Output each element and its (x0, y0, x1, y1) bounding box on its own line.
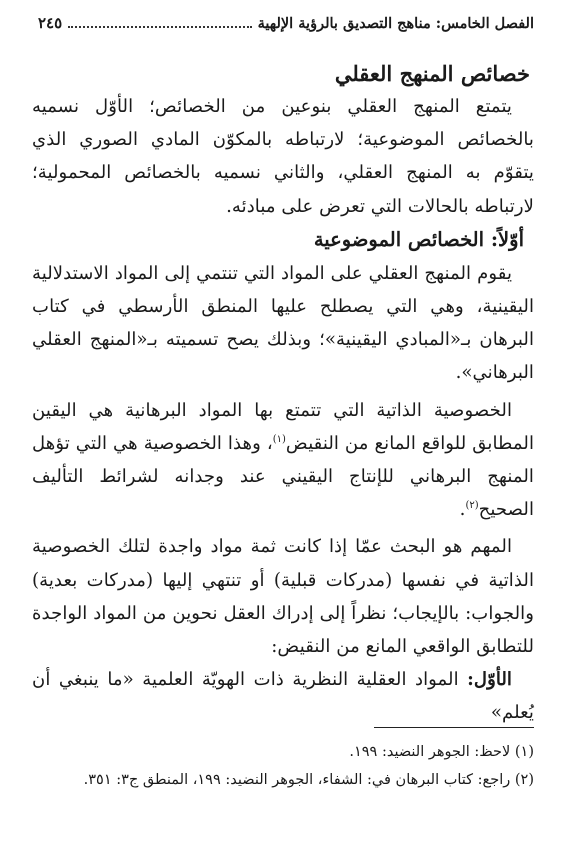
running-header (38, 14, 534, 32)
footnote-ref-1: (١) (272, 433, 286, 445)
footnote-1: (١) لاحظ: الجوهر النضيد: ١٩٩. (349, 744, 534, 760)
intro-paragraph: يتمتع المنهج العقلي بنوعين من الخصائص؛ الأوّل نسميه بالخصائص الموضوعية؛ لارتباطه بالمكوّن المادي الصوري الذي يتقوّم به المنهج العقلي، والثاني نسميه بالخصائص المحمولية؛ لارتباطه بالحالات التي تعرض على مبادئه. (32, 96, 534, 217)
page-number: ٢٤٥ (38, 14, 63, 32)
paragraph-2 (32, 394, 534, 527)
section-heading: خصائص المنهج العقلي (334, 61, 530, 86)
footnote-2: (٢) راجع: كتاب البرهان في: الشفاء، الجوهر النضيد: ١٩٩، المنطق ج٣: ٣٥١. (83, 772, 534, 788)
running-title: الفصل الخامس: مناهج التصديق بالرؤية الإلهية (257, 15, 534, 32)
footnote-separator (374, 727, 534, 728)
sub-heading: أوّلاً: الخصائص الموضوعية (313, 227, 524, 251)
footnote-ref-2: (٢) (465, 500, 479, 512)
footnotes (40, 738, 534, 794)
paragraph-4-lead: الأوّل: (467, 669, 512, 691)
body-text (32, 58, 534, 730)
paragraph-2-part-b: ، وهذا الخصوصية هي التي تؤهل المنهج البرهاني للإنتاج اليقيني عند وجدانه لشرائط التأليف الصحيح (32, 432, 534, 521)
paragraph-3: المهم هو البحث عمّا إذا كانت ثمة مواد واجدة لتلك الخصوصية الذاتية في نفسها (مدركات قبلية) أو تنتهي إليها (مدركات بعدية) والجواب: بالإيجاب؛ نظراً إلى إدراك العقل نحوين من المواد الواجدة للتطابق الواقعي المانع من النقيض: (32, 536, 534, 658)
paragraph-4 (32, 663, 534, 729)
header-dot-leader (68, 16, 251, 28)
paragraph-2-part-c: . (459, 499, 466, 521)
paragraph-2-part-a: الخصوصية الذاتية التي تتمتع بها المواد البرهانية هي اليقين المطابق للواقع المانع من النقيض (32, 399, 535, 454)
paragraph-1: يقوم المنهج العقلي على المواد التي تنتمي إلى المواد الاستدلالية اليقينية، وهي التي يصطلح عليها المنطق الأرسطي في كتاب البرهان بـ«المبادي اليقينية»؛ وبذلك يصح تسميته بـ«المنهج العقلي البرهاني». (32, 262, 534, 384)
paragraph-4-rest: المواد العقلية النظرية ذات الهويّة العلمية «ما ينبغي أن يُعلم» (32, 669, 534, 724)
